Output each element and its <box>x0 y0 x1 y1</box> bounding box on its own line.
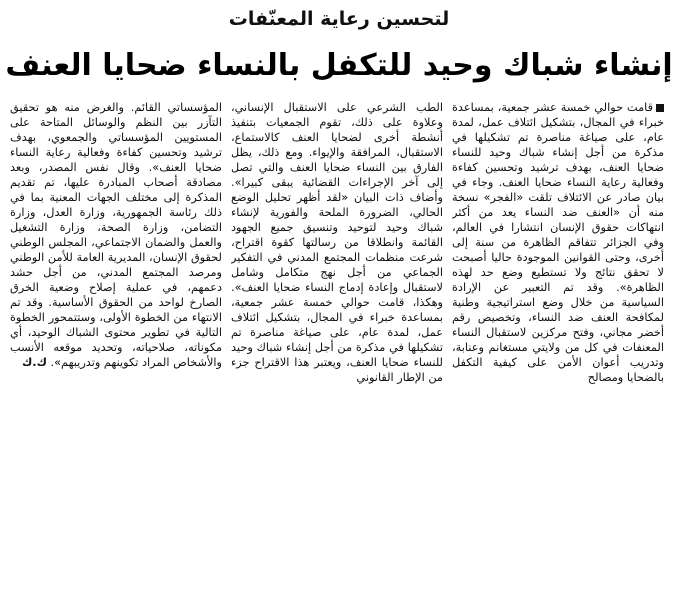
column-middle-text: الطب الشرعي على الاستقبال الإنساني، وعلاوة على ذلك، تقوم الجمعيات بتنفيذ أنشطة أخرى لضحايا العنف كالاستماع، الاستقبال، المرافقة والإيواء. ومع ذلك، يظل الفارق بين النساء ضحايا العنف والتي تصل إلى آخر الإجراءات القضائية يبقى كبيرا». وأضاف ذات البيان «لقد أظهر تحليل الوضع الحالي، الضرورة الملحة والفورية لإنشاء شباك وحيد لتوحيد وتنسيق جميع الجهود القائمة وانطلاقا من رسالتها كقوة اقتراح، شرعت منظمات المجتمع المدني في التفكير الجماعي من أجل نهج متكامل وشامل لاستقبال وإعادة إدماج النساء ضحايا العنف». وهكذا، قامت حوالي خمسة عشر جمعية، بمساعدة خبراء في المجال، بتشكيل ائتلاف عمل، لمدة عام، على صياغة مناصرة تم تشكيلها في مذكرة من أجل إنشاء شباك وحيد للنساء ضحايا العنف، ويعتبر هذا الاقتراح جزء من الإطار القانوني <box>231 101 443 384</box>
column-right-text: قامت حوالي خمسة عشر جمعية، بمساعدة خبراء في المجال، بتشكيل ائتلاف عمل، لمدة عام، على صياغة مناصرة تم تشكيلها في مذكرة من أجل إنشاء شباك وحيد للنساء ضحايا العنف، بهدف ترشيد وتحسين كفاءة وفعالية رعاية النساء ضحايا العنف. وجاء في بيان صادر عن الائتلاف تلقت «الفجر» نسخة منه أن «العنف ضد النساء يعد من أكثر انتهاكات حقوق الإنسان انتشارا في العالم، وفي الجزائر تتفاقم الظاهرة من سنة إلى أخرى، وحتى القوانين الموجودة حاليا أصبحت لا تحقق نتائج ولا تستطيع وضع حد لهذه الظاهرة». وقد تم التعبير عن الإرادة السياسية من خلال وضع استراتيجية وطنية لمكافحة العنف ضد النساء، وتخصيص رقم أخضر مجاني، وفتح مركزين لاستقبال النساء المعنفات في كل من ولايتي مستغانم وعنابة، وتدريب أعوان الأمن على كيفية التكفل بالضحايا ومصالح <box>452 101 664 384</box>
column-left-text: المؤسساتي القائم. والغرض منه هو تحقيق التآزر بين النظم والوسائل المتاحة على المستويين المؤسساتي والجمعوي، بهدف ترشيد وتحسين كفاءة وفعالية رعاية النساء ضحايا العنف». وقال نفس المصدر، وبعد مصادقة أصحاب المبادرة عليها، تم تقديم المذكرة إلى مختلف الجهات المعنية بما في ذلك رئاسة الجمهورية، وزارة العدل، وزارة التضامن، وزارة الصحة، وزارة التشغيل والعمل والضمان الاجتماعي، المجلس الوطني لحقوق الإنسان، المديرية العامة للأمن الوطني ومرصد المجتمع المدني، من أجل حشد دعمهم، في عملية إصلاح وضعية الخرق الصارخ لواحد من الحقوق الأساسية. وقد تم الانتهاء من الخطوة الأولى، وستتمحور الخطوة التالية في تطوير محتوى الشباك الوحيد، أي مكوناته، صلاحياته، وتحديد موقعه الأنسب والأشخاص المراد تكوينهم وتدريبهم». <box>10 101 222 369</box>
author-signature: ك.ك <box>21 356 47 369</box>
article-kicker: لتحسين رعاية المعنّفات <box>228 8 450 30</box>
paragraph-bullet-icon <box>656 104 664 112</box>
article-column-middle <box>231 100 443 530</box>
article-headline: إنشاء شباك وحيد للتكفل بالنساء ضحايا العنف <box>5 48 673 83</box>
article-column-right <box>452 100 664 530</box>
article-column-left <box>10 100 222 530</box>
